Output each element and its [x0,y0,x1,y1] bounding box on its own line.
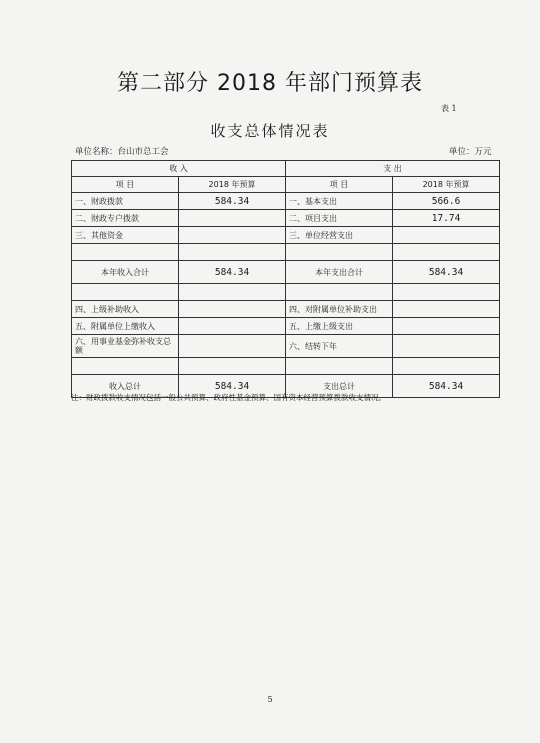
table-row [72,193,500,210]
expense-value: 566.6 [393,193,500,210]
expense-value [393,335,500,358]
expense-value [393,318,500,335]
income-value [179,358,286,375]
table-row-subtotal [72,261,500,284]
income-value [179,301,286,318]
table-note: 注：财政拨款收支情况包括一般公共预算、政府性基金预算、国有资本经营预算拨款收支情况。 [71,393,386,402]
expense-item: 四、对附属单位补助支出 [286,301,393,318]
col-item-header: 项 目 [72,177,179,193]
table-row [72,284,500,301]
income-value [179,335,286,358]
expense-header: 支 出 [286,161,500,177]
table-row [72,301,500,318]
table-row [72,335,500,358]
income-value: 584.34 [179,193,286,210]
expense-item [286,284,393,301]
expense-value [393,244,500,261]
income-item: 一、财政拨款 [72,193,179,210]
table-column-header [72,177,500,193]
income-total-value: 584.34 [179,375,286,398]
expense-item: 二、项目支出 [286,210,393,227]
income-subtotal-value: 584.34 [179,261,286,284]
expense-item: 三、单位经营支出 [286,227,393,244]
expense-total-label: 支出总计 [286,375,393,398]
part-title: 第二部分 2018 年部门预算表 [117,71,423,96]
income-total-label: 收入总计 [72,375,179,398]
unit-name: 单位名称：台山市总工会 [75,147,169,157]
expense-total-value: 584.34 [393,375,500,398]
budget-table [71,160,500,398]
expense-subtotal-value: 584.34 [393,261,500,284]
income-value [179,284,286,301]
col-item-header-right: 项 目 [286,177,393,193]
table-number: 表 1 [441,104,457,113]
income-item: 二、财政专户拨款 [72,210,179,227]
expense-item: 一、基本支出 [286,193,393,210]
unit-label: 单位：万元 [449,147,492,157]
table-row [72,227,500,244]
income-value [179,210,286,227]
income-subtotal-label: 本年收入合计 [72,261,179,284]
expense-value: 17.74 [393,210,500,227]
income-item: 四、上级补助收入 [72,301,179,318]
expense-subtotal-label: 本年支出合计 [286,261,393,284]
income-value [179,244,286,261]
income-value [179,318,286,335]
income-item [72,358,179,375]
expense-item [286,244,393,261]
table-section-header [72,161,500,177]
table-row [72,244,500,261]
expense-item [286,358,393,375]
expense-value [393,227,500,244]
expense-item: 五、上缴上级支出 [286,318,393,335]
income-item: 五、附属单位上缴收入 [72,318,179,335]
table-row [72,358,500,375]
table-row [72,210,500,227]
expense-value [393,284,500,301]
expense-value [393,301,500,318]
income-item: 三、其他资金 [72,227,179,244]
col-budget-header: 2018 年预算 [179,177,286,193]
page-number: 5 [267,695,273,704]
expense-item: 六、结转下年 [286,335,393,358]
income-item: 六、用事业基金弥补收支总额 [72,335,179,358]
table-row [72,318,500,335]
income-header: 收 入 [72,161,286,177]
table-title: 收支总体情况表 [210,122,330,140]
col-budget-header-right: 2018 年预算 [393,177,500,193]
expense-value [393,358,500,375]
income-value [179,227,286,244]
income-item [72,284,179,301]
income-item [72,244,179,261]
